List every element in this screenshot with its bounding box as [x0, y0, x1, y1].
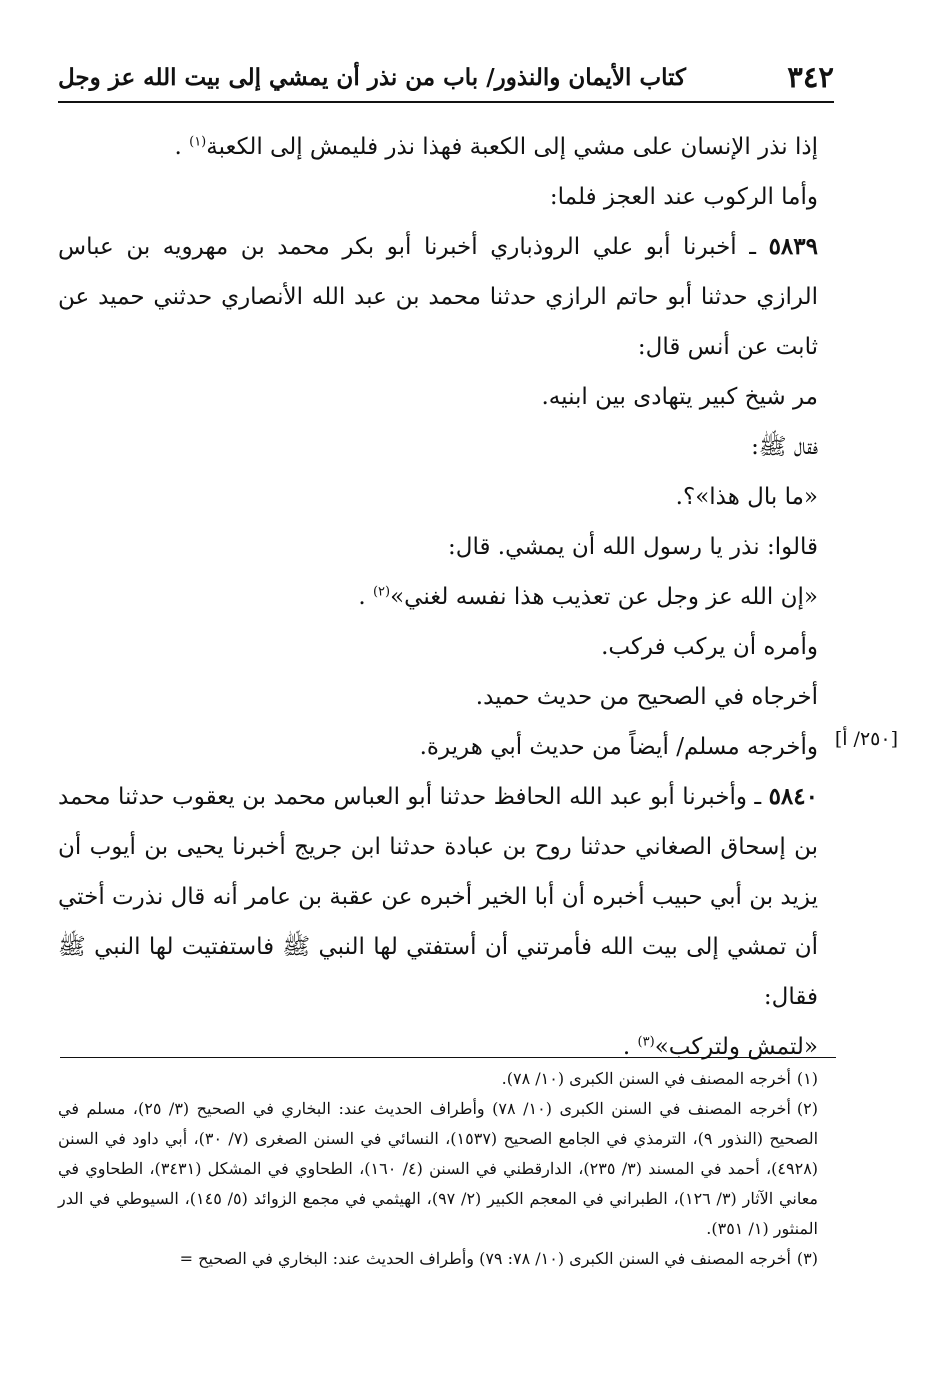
footnotes	[58, 1064, 818, 1274]
hadith-number: ٥٨٣٩	[768, 233, 818, 260]
hadith-5839	[58, 222, 818, 372]
footnote-number: (٣)	[796, 1249, 818, 1268]
paragraph-9: وأمره أن يركب فركب.	[601, 634, 818, 660]
footnote-ref-2[interactable]: (٢)	[372, 584, 391, 600]
paragraph-11: وأخرجه مسلم/ أيضاً من حديث أبي هريرة.	[419, 734, 818, 760]
paragraph-6: «ما بال هذا»؟.	[675, 484, 818, 510]
running-title: كتاب الأيمان والنذور/ باب من نذر أن يمشي إلى بيت الله عز وجل	[58, 64, 687, 91]
footnote-2	[58, 1094, 818, 1244]
margin-folio-note: [٢٥٠/ أ]	[834, 728, 898, 750]
hadith-text: ـ وأخبرنا أبو عبد الله الحافظ حدثنا أبو العباس محمد بن يعقوب حدثنا محمد بن إسحاق الصغاني حدثنا روح بن عبادة حدثنا ابن جريج أخبرنا يحيى بن أيوب أن يزيد بن أبي حبيب أخبره أن أبا الخير أخبره عن عقبة بن عامر أنه قال نذرت أختي أن تمشي إلى بيت الله فأمرتني أن أستفتي لها النبي ﷺ فاستفتيت لها النبي ﷺ فقال:	[58, 784, 818, 1010]
paragraph-8	[58, 572, 818, 622]
paragraph-text: «إن الله عز وجل عن تعذيب هذا نفسه لغني»	[390, 584, 818, 610]
footnote-1	[58, 1064, 818, 1094]
paragraph-4: مر شيخ كبير يتهادى بين ابنيه.	[541, 384, 818, 410]
page-number: ٣٤٢	[787, 60, 834, 94]
footnote-ref-3[interactable]: (٣)	[637, 1034, 655, 1050]
paragraph-1	[58, 122, 818, 172]
footnote-number: (٢)	[796, 1099, 818, 1118]
footnote-text: أخرجه المصنف في السنن الكبرى (١٠/ ٧٨: ٧٩) وأطراف الحديث عند: البخاري في الصحيح =	[179, 1249, 791, 1268]
header-rule	[58, 101, 834, 103]
paragraph-2: وأما الركوب عند العجز فلما:	[549, 184, 818, 210]
paragraph-end: .	[622, 1034, 638, 1060]
main-text	[58, 122, 818, 1072]
hadith-text: ـ أخبرنا أبو علي الروذباري أخبرنا أبو بكر محمد بن مهرويه بن عباس الرازي حدثنا أبو حاتم الرازي حدثنا محمد بن عبد الله الأنصاري حدثني حميد عن ثابت عن أنس قال:	[58, 234, 818, 360]
paragraph-end: .	[358, 584, 373, 610]
footnote-number: (١)	[796, 1069, 818, 1088]
page-header	[58, 56, 834, 100]
paragraph-end: .	[174, 134, 190, 160]
paragraph-5: فقال ﷺ:	[751, 434, 818, 460]
paragraph-7: قالوا: نذر يا رسول الله أن يمشي. قال:	[448, 534, 818, 560]
hadith-5840	[58, 772, 818, 1022]
paragraph-10: أخرجاه في الصحيح من حديث حميد.	[475, 684, 818, 710]
paragraph-text: «لتمش ولتركب»	[654, 1034, 818, 1060]
hadith-number: ٥٨٤٠	[768, 783, 818, 810]
paragraph-text: إذا نذر الإنسان على مشي إلى الكعبة فهذا نذر فليمش إلى الكعبة	[206, 134, 818, 160]
footnote-text: أخرجه المصنف في السنن الكبرى (١٠/ ٧٨).	[501, 1069, 791, 1088]
footnote-3	[58, 1244, 818, 1274]
footnote-ref-1[interactable]: (١)	[189, 134, 207, 150]
footnote-rule	[60, 1057, 836, 1058]
footnote-text: أخرجه المصنف في السنن الكبرى (١٠/ ٧٨) وأطراف الحديث عند: البخاري في الصحيح (٣/ ٢٥)، مسلم في الصحيح (النذور ٩)، الترمذي في الجامع الصحيح (١٥٣٧)، النسائي في السنن الصغرى (٧/ ٣٠)، أبي داود في السنن (٤٩٢٨)، أحمد في المسند (٣/ ٢٣٥)، الدارقطني في السنن (٤/ ١٦٠)، الطحاوي في المشكل (٣٤٣١)، الطحاوي في معاني الآثار (٣/ ١٢٦)، الطبراني في المعجم الكبير (٢/ ٩٧)، الهيثمي في مجمع الزوائد (٥/ ١٤٥)، السيوطي في الدر المنثور (١/ ٣٥١).	[58, 1099, 819, 1238]
